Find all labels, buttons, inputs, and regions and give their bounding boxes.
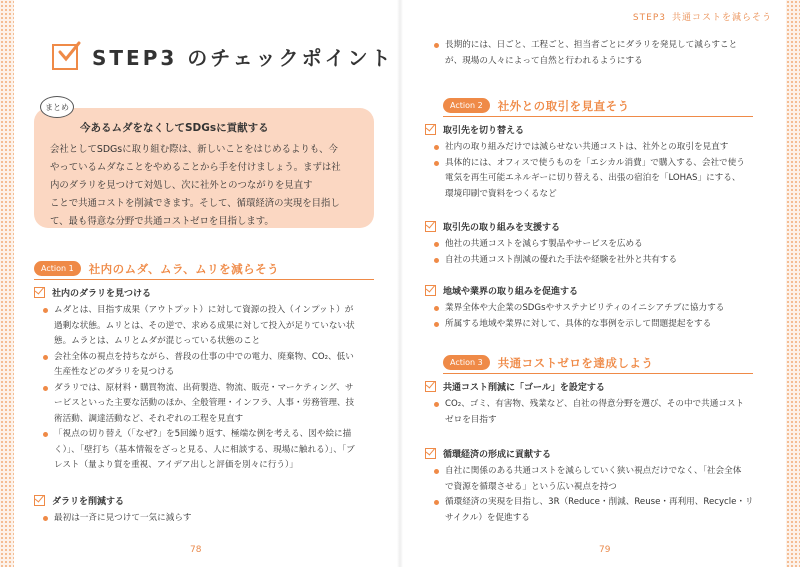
summary-line: て、最も得意な分野で共通コストゼロを目指します。	[50, 216, 274, 227]
section-title	[425, 446, 780, 461]
list-item	[34, 303, 379, 350]
summary-line: 内のダラリを見つけて対処し、次に社外とのつながりを見直す	[50, 180, 313, 191]
section-title	[34, 493, 379, 508]
list-item-line: 自社に関係のある共通コストを減らしていく狭い視点だけでなく、「社会全体	[445, 466, 742, 476]
list-item-line: ービスといった主要な活動のほか、全般管理・インフラ、人事・労務管理、技	[54, 398, 355, 408]
list-item-line: 循環経済の実現を目指し、3R（Reduce・削減、Reuse・再利用、Recycle・リ	[445, 497, 754, 507]
action2-section3	[425, 283, 780, 332]
section-title	[425, 283, 780, 298]
left-page	[14, 0, 397, 567]
list-item	[425, 464, 780, 495]
section-title-text: 循環経済の形成に貢献する	[443, 450, 552, 460]
action3-section1	[425, 379, 780, 428]
list-item-line: 会社全体の視点を持ちながら、普段の仕事の中での電力、廃棄物、CO₂、低い	[54, 351, 354, 362]
list-item	[34, 381, 379, 428]
checkbox-icon	[425, 381, 436, 392]
list-item-line: で資源を循環させる」という広い視点を持つ	[445, 481, 617, 492]
list-item: 業界全体や大企業のSDGsやサステナビリティのイニシアチブに協力する	[425, 301, 780, 317]
section-title	[425, 219, 780, 234]
list-item: 所属する地域や業界に対して、具体的な事例を示して問題提起をする	[425, 317, 780, 333]
checkbox-icon	[425, 124, 436, 135]
summary-line: やっているムダなことをやめることから手を付けましょう。まずは社	[50, 162, 341, 173]
summary-line: 会社としてSDGsに取り組む際は、新しいことをはじめるよりも、今	[50, 144, 338, 155]
action3-header	[443, 352, 753, 374]
page-title: STEP3 のチェックポイント	[92, 46, 394, 70]
list-item-line: 過剰な状態。ムリとは、その逆で、求める成果に対して投入が足りていない状	[54, 320, 355, 331]
list-item-line: 環境印刷で資料をつくるなど	[445, 188, 557, 199]
running-head	[633, 10, 772, 23]
page-title-block	[52, 42, 394, 71]
page-number-right: 79	[599, 545, 611, 555]
checkbox-icon	[34, 495, 45, 506]
checkbox-check-icon	[52, 44, 78, 70]
summary-line: ことで共通コストを削減できます。そして、循環経済の実現を目指し	[50, 198, 340, 209]
section-title-text: 取引先の取り組みを支援する	[443, 223, 561, 233]
list-item	[425, 156, 780, 203]
list-item: 自社の共通コスト削減の優れた手法や経験を社外と共有する	[425, 253, 780, 269]
checkbox-icon	[425, 221, 436, 232]
action2-title: 社外との取引を見直そう	[497, 98, 630, 113]
summary-box	[34, 108, 374, 228]
list-item: 最初は一斉に見つけて一気に減らす	[34, 511, 379, 527]
section-title-text: 地域や業界の取り組みを促進する	[443, 287, 579, 297]
action2-header	[443, 95, 753, 117]
list-item-line: 生産性などのダラリを見つける	[54, 367, 175, 377]
page-number-left: 78	[190, 545, 202, 555]
summary-tag: まとめ	[40, 96, 74, 118]
list-item-line: が、現場の人々によって自然と行われるようにする	[445, 55, 643, 66]
action3-badge: Action 3	[443, 355, 490, 370]
list-item	[34, 350, 379, 381]
section-title	[425, 379, 780, 394]
section-title-text: ダラリを削減する	[52, 497, 125, 507]
list-item: 他社の共通コストを減らす製品やサービスを広める	[425, 237, 780, 253]
action2-section2	[425, 219, 780, 268]
section-title-text: 共通コスト削減に「ゴール」を設定する	[443, 383, 605, 393]
list-item	[34, 427, 379, 474]
action1-header	[34, 258, 374, 280]
checkbox-icon	[425, 285, 436, 296]
checkbox-icon	[34, 287, 45, 298]
list-item-line: く）」、「壁打ち（基本情報をざっと見る、人に相談する、現場に触れる）」、「ブ	[54, 444, 355, 455]
list-item-line: ゼロを目指す	[445, 414, 497, 425]
list-item-line: CO₂、ゴミ、有害物、残業など、自社の得意分野を選び、その中で共通コスト	[445, 399, 745, 409]
running-head-title: 共通コストを減らそう	[671, 13, 772, 23]
list-item-line: ムダとは、目指す成果（アウトプット）に対して資源の投入（インプット）が	[54, 305, 354, 315]
list-item-line: 電気を再生可能エネルギーに切り替える、出張の宿泊を「LOHAS」にする、	[445, 173, 741, 183]
action1-continued	[425, 38, 775, 69]
section-title-text: 取引先を切り替える	[443, 126, 525, 136]
section-title-text: 社内のダラリを見つける	[52, 289, 152, 299]
action1-badge: Action 1	[34, 261, 81, 276]
list-item	[425, 397, 780, 428]
list-item-line: 長期的には、日ごと、工程ごと、担当者ごとにダラリを発見して減らすこと	[445, 40, 738, 50]
list-item-line: 具体的には、オフィスで使うものを「エシカル消費」で購入する、会社で使う	[445, 157, 745, 168]
section-title	[34, 285, 379, 300]
section-title	[425, 122, 780, 137]
list-item	[425, 38, 775, 69]
action1-title: 社内のムダ、ムラ、ムリを減らそう	[88, 261, 280, 276]
right-page-edge-pattern	[786, 0, 800, 567]
left-page-edge-pattern	[0, 0, 14, 567]
action3-section2	[425, 446, 780, 526]
list-item-line: レスト（量より質を重視、アイデア出しと評価を別々に行う）」	[54, 460, 298, 470]
list-item: 社内の取り組みだけでは減らせない共通コストは、社外との取引を見直す	[425, 140, 780, 156]
list-item-line: サイクル）を促進する	[445, 512, 530, 523]
list-item	[425, 495, 780, 526]
checkbox-icon	[425, 448, 436, 459]
list-item-line: 態。ムラとは、ムリとムダが混じっている状態のこと	[54, 336, 261, 346]
right-page	[403, 0, 786, 567]
action2-section1	[425, 122, 780, 202]
list-item-line: 術活動、調達活動など、それぞれの工程を見直す	[54, 413, 244, 424]
list-item-line: ダラリでは、原材料・購買物流、出荷製造、物流、販売・マーケティング、サ	[54, 382, 354, 393]
summary-body	[50, 141, 358, 231]
action1-section1	[34, 285, 379, 474]
action1-section2	[34, 493, 379, 527]
action2-badge: Action 2	[443, 98, 490, 113]
action3-title: 共通コストゼロを達成しよう	[497, 355, 654, 370]
summary-heading: 今あるムダをなくしてSDGsに貢献する	[80, 122, 269, 134]
running-head-step: STEP3	[632, 13, 666, 23]
list-item-line: 「視点の切り替え（「なぜ?」を5回繰り返す、極端な例を考える、図や絵に描	[54, 429, 352, 439]
